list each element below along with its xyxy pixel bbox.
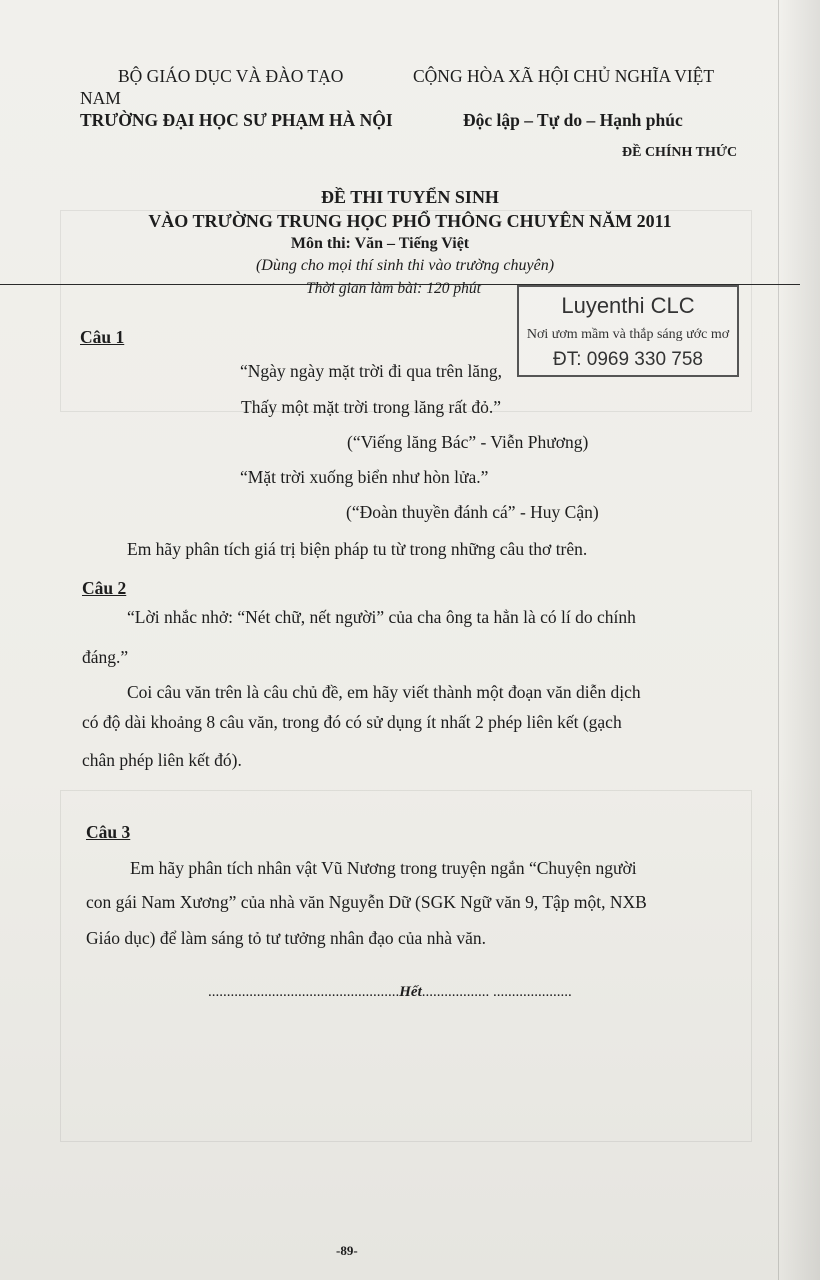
- question-2-line-4: có độ dài khoảng 8 câu văn, trong đó có sử dụng ít nhất 2 phép liên kết (gạch: [82, 712, 622, 732]
- official-label: ĐỀ CHÍNH THỨC: [622, 145, 738, 160]
- question-3-line-1: Em hãy phân tích nhân vật Vũ Nương trong truyện ngắn “Chuyện người: [130, 858, 637, 878]
- question-2-line-3: Coi câu văn trên là câu chủ đề, em hãy viết thành một đoạn văn diễn dịch: [127, 682, 641, 702]
- exam-note: (Dùng cho mọi thí sinh thi vào trường chuyên): [255, 257, 555, 274]
- publisher-stamp: [517, 285, 739, 377]
- question-1-verse-2: Thấy một mặt trời trong lăng rất đỏ.”: [241, 397, 502, 417]
- question-1-task: Em hãy phân tích giá trị biện pháp tu từ trong những câu thơ trên.: [127, 539, 588, 559]
- end-dots-right: .................. .....................: [421, 984, 572, 1000]
- stamp-slogan: Nơi ươm mầm và thắp sáng ước mơ: [526, 327, 730, 342]
- republic-name: CỘNG HÒA XÃ HỘI CHỦ NGHĨA VIỆT: [413, 66, 715, 86]
- bleed-through-table-lower: [60, 790, 752, 1142]
- end-dots-left: ...................................................: [208, 984, 400, 1000]
- question-2-label: Câu 2: [82, 578, 127, 598]
- question-1-source-2: (“Đoàn thuyền đánh cá” - Huy Cận): [346, 502, 599, 522]
- question-1-verse-1: “Ngày ngày mặt trời đi qua trên lăng,: [240, 361, 502, 381]
- ministry-name: BỘ GIÁO DỤC VÀ ĐÀO TẠO: [118, 66, 344, 86]
- university-name: TRƯỜNG ĐẠI HỌC SƯ PHẠM HÀ NỘI: [80, 110, 393, 130]
- question-1-source-1: (“Viếng lăng Bác” - Viễn Phương): [347, 432, 589, 452]
- question-2-line-1: “Lời nhắc nhở: “Nét chữ, nết người” của cha ông ta hẳn là có lí do chính: [127, 607, 636, 627]
- page-number: -89-: [336, 1243, 358, 1258]
- question-1-label: Câu 1: [80, 327, 125, 347]
- republic-name-cont: NAM: [80, 88, 121, 108]
- end-label: Hết: [399, 984, 422, 1000]
- question-3-line-2: con gái Nam Xương” của nhà văn Nguyễn Dữ (SGK Ngữ văn 9, Tập một, NXB: [86, 892, 647, 912]
- question-2-line-5: chân phép liên kết đó).: [82, 750, 242, 770]
- end-marker: [208, 984, 572, 1001]
- exam-time: Thời gian làm bài: 120 phút: [306, 280, 481, 297]
- exam-subtitle: VÀO TRƯỜNG TRUNG HỌC PHỔ THÔNG CHUYÊN NĂM 2011: [148, 211, 672, 231]
- question-1-verse-3: “Mặt trời xuống biển như hòn lửa.”: [240, 467, 489, 487]
- question-3-line-3: Giáo dục) để làm sáng tỏ tư tưởng nhân đạo của nhà văn.: [86, 928, 486, 948]
- national-motto: Độc lập – Tự do – Hạnh phúc: [463, 110, 683, 130]
- question-2-line-2: đáng.”: [82, 647, 129, 667]
- question-3-label: Câu 3: [86, 822, 131, 842]
- stamp-name: Luyenthi CLC: [561, 293, 695, 318]
- exam-title: ĐỀ THI TUYỂN SINH: [321, 187, 499, 207]
- stamp-phone: ĐT: 0969 330 758: [552, 349, 703, 370]
- exam-subject: Môn thi: Văn – Tiếng Việt: [290, 235, 470, 252]
